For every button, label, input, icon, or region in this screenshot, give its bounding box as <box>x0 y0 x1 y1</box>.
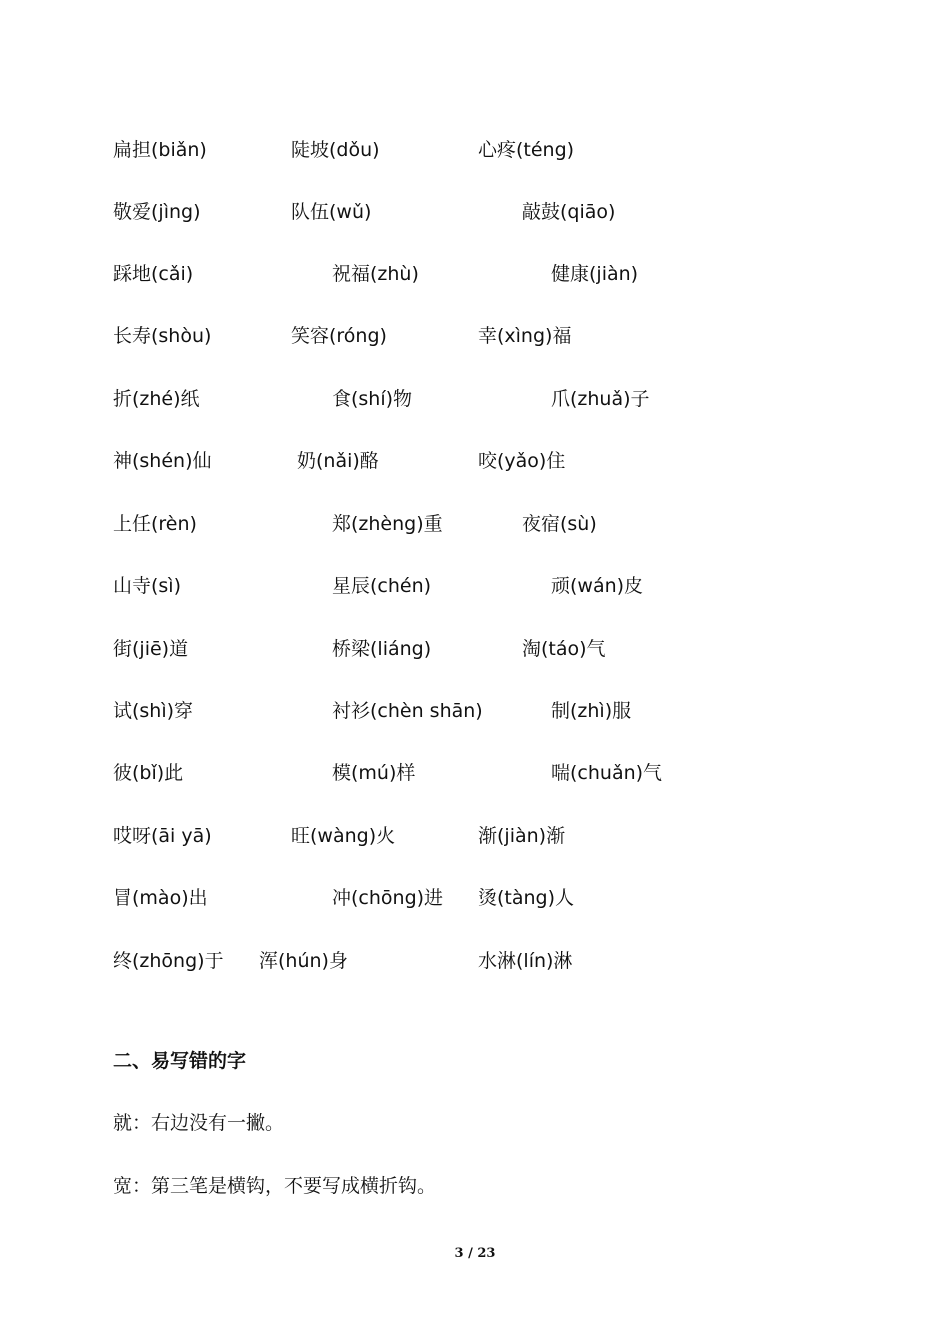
word-item: 淘(táo)气 <box>522 638 606 660</box>
word-row <box>0 509 950 539</box>
word-item: 山寺(sì) <box>113 575 182 597</box>
word-item: 祝福(zhù) <box>332 263 419 285</box>
word-row <box>0 321 950 351</box>
word-row <box>0 259 950 289</box>
word-item: 旺(wàng)火 <box>291 825 396 847</box>
word-item: 队伍(wǔ) <box>291 201 372 223</box>
word-row <box>0 446 950 476</box>
word-item: 食(shí)物 <box>332 388 413 410</box>
word-row <box>0 197 950 227</box>
page-number: 3 / 23 <box>454 1246 496 1261</box>
word-row <box>0 758 950 788</box>
word-item: 冒(mào)出 <box>113 887 208 909</box>
word-item: 敲鼓(qiāo) <box>522 201 616 223</box>
word-item: 笑容(róng) <box>291 325 387 347</box>
word-item: 咬(yǎo)住 <box>478 450 566 472</box>
word-item: 浑(hún)身 <box>259 950 348 972</box>
word-row <box>0 883 950 913</box>
word-row <box>0 946 950 976</box>
word-item: 喘(chuǎn)气 <box>551 762 663 784</box>
word-item: 制(zhì)服 <box>551 700 632 722</box>
word-row <box>0 696 950 726</box>
note-line: 宽：第三笔是横钩，不要写成横折钩。 <box>113 1175 437 1197</box>
word-item: 心疼(téng) <box>478 139 575 161</box>
word-item: 上任(rèn) <box>113 513 197 535</box>
word-item: 星辰(chén) <box>332 575 432 597</box>
word-item: 街(jiē)道 <box>113 638 189 660</box>
word-row <box>0 135 950 165</box>
word-row <box>0 571 950 601</box>
note-line: 就：右边没有一撇。 <box>113 1112 285 1134</box>
word-item: 哎呀(āi yā) <box>113 825 212 847</box>
word-item: 郑(zhèng)重 <box>332 513 443 535</box>
word-item: 折(zhé)纸 <box>113 388 200 410</box>
word-item: 夜宿(sù) <box>522 513 597 535</box>
word-item: 水淋(lín)淋 <box>478 950 573 972</box>
word-item: 奶(nǎi)酪 <box>297 450 379 472</box>
word-item: 长寿(shòu) <box>113 325 212 347</box>
word-item: 衬衫(chèn shān) <box>332 700 483 722</box>
word-item: 神(shén)仙 <box>113 450 212 472</box>
word-item: 模(mú)样 <box>332 762 416 784</box>
word-item: 烫(tàng)人 <box>478 887 575 909</box>
word-item: 终(zhōng)于 <box>113 950 224 972</box>
word-row <box>0 634 950 664</box>
section-heading: 二、易写错的字 <box>113 1050 247 1072</box>
word-item: 彼(bǐ)此 <box>113 762 184 784</box>
word-item: 顽(wán)皮 <box>551 575 644 597</box>
word-item: 踩地(cǎi) <box>113 263 194 285</box>
word-row <box>0 384 950 414</box>
word-item: 陡坡(dǒu) <box>291 139 380 161</box>
word-item: 健康(jiàn) <box>551 263 639 285</box>
word-row <box>0 821 950 851</box>
word-item: 冲(chōng)进 <box>332 887 444 909</box>
word-item: 幸(xìng)福 <box>478 325 572 347</box>
word-item: 爪(zhuǎ)子 <box>551 388 650 410</box>
word-item: 渐(jiàn)渐 <box>478 825 566 847</box>
word-item: 试(shì)穿 <box>113 700 194 722</box>
word-item: 敬爱(jìng) <box>113 201 201 223</box>
word-item: 扁担(biǎn) <box>113 139 207 161</box>
word-item: 桥梁(liáng) <box>332 638 432 660</box>
